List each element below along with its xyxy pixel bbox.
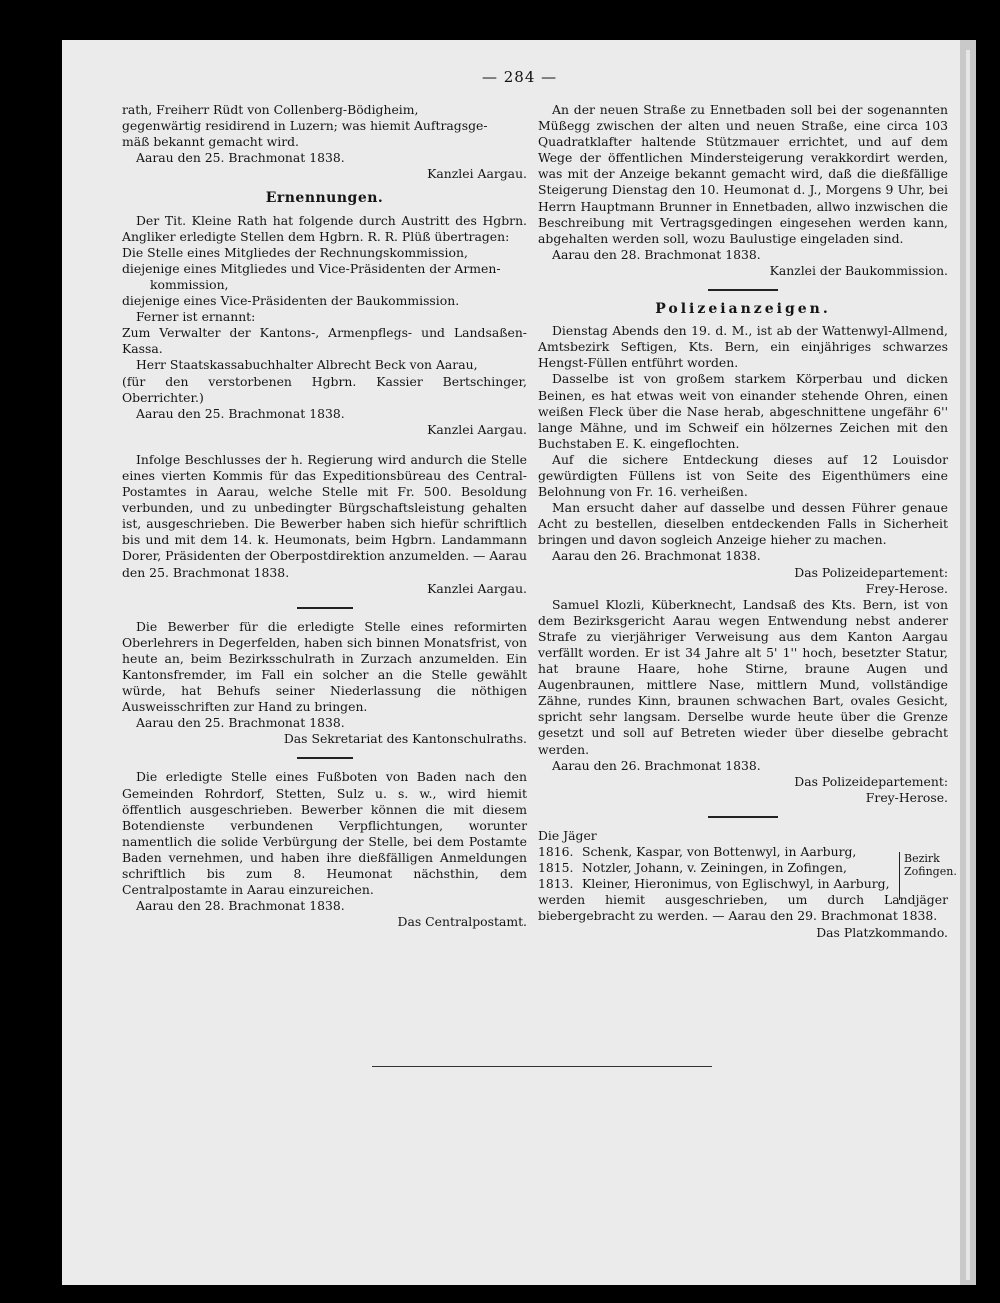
oberlehrer-signature: Das Sekretariat des Kantonschulraths. bbox=[283, 731, 527, 747]
kommis-signature: Kanzlei Aargau. bbox=[427, 580, 527, 596]
jaeger-year: 1816. bbox=[538, 844, 574, 860]
list-item bbox=[538, 844, 898, 860]
klozli-signature-2: Frey-Herose. bbox=[865, 789, 948, 805]
jaeger-year: 1815. bbox=[538, 860, 574, 876]
intro-line-1: rath, Freiherr Rüdt von Collenberg-Bödigheim, bbox=[122, 102, 419, 117]
list-item bbox=[538, 860, 898, 876]
list-item bbox=[538, 876, 898, 892]
ernennungen-ferner: Ferner ist ernannt: bbox=[136, 309, 256, 325]
fuellen-para-2: Dasselbe ist von großem starkem Körperbau und dicken Beinen, es hat etwas weit von einander stehende Ohren, einen weißen Fleck über die Nase herab, abgeschnittene ungefähr 6'' lange Mähne, und im Schweif ein hölzernes Zeichen mit den Buchstaben E. K. eingeflochten. bbox=[538, 371, 948, 451]
divider-rule bbox=[297, 757, 353, 759]
fuellen-date: Aarau den 26. Brachmonat 1838. bbox=[552, 548, 761, 564]
ernennungen-para: Der Tit. Kleine Rath hat folgende durch Austritt des Hgbrn. Angliker erledigte Stellen dem Hgbrn. R. R. Plüß übertragen: bbox=[122, 212, 527, 244]
right-column bbox=[538, 102, 957, 941]
fussbote-signature: Das Centralpostamt. bbox=[397, 914, 527, 930]
intro-signature: Kanzlei Aargau. bbox=[427, 166, 527, 182]
district-bracket-note: Bezirk Zofingen. bbox=[899, 852, 948, 900]
divider-rule bbox=[708, 289, 778, 291]
bau-date: Aarau den 28. Brachmonat 1838. bbox=[552, 246, 761, 262]
jaeger-name: Notzler, Johann, v. Zeiningen, in Zofingen, bbox=[582, 860, 847, 876]
ernennungen-item-5: Herr Staatskassabuchhalter Albrecht Beck von Aarau, bbox=[136, 357, 478, 373]
ernennungen-item-2b: kommission, bbox=[150, 276, 229, 292]
divider-rule bbox=[297, 607, 353, 609]
jaeger-notice bbox=[538, 827, 957, 892]
fuellen-para-3: Auf die sichere Entdeckung dieses auf 12 Louisdor gewürdigten Füllens ist von Seite des Eigenthümers eine Belohnung von Fr. 16. verheißen. bbox=[538, 451, 948, 500]
ernennungen-date: Aarau den 25. Brachmonat 1838. bbox=[136, 405, 345, 421]
oberlehrer-date: Aarau den 25. Brachmonat 1838. bbox=[136, 715, 345, 731]
left-column bbox=[122, 102, 527, 930]
intro-line-2: gegenwärtig residirend in Luzern; was hiemit Auftragsge- bbox=[122, 118, 488, 134]
polizei-heading: Polizeianzeigen. bbox=[655, 301, 831, 318]
fuellen-signature-2: Frey-Herose. bbox=[865, 580, 948, 596]
ernennungen-signature: Kanzlei Aargau. bbox=[427, 421, 527, 437]
jaeger-intro: Die Jäger bbox=[538, 827, 597, 843]
bau-signature: Kanzlei der Baukommission. bbox=[769, 262, 948, 278]
ernennungen-item-3: diejenige eines Vice-Präsidenten der Baukommission. bbox=[122, 293, 460, 309]
fussbote-para: Die erledigte Stelle eines Fußboten von Baden nach den Gemeinden Rohrdorf, Stetten, Sulz u. s. w., wird hiemit öffentlich ausgeschrieben. Bewerber können die mit diesem Botendienste verbundenen Verpflichtungen, worunter namentlich die solide Verbürgung der Stelle, bei dem Postamte Baden vernehmen, und haben ihre dießfälligen Anmeldungen schriftlich bis zum 8. Heumonat nächsthin, dem Centralpostamte in Aarau einzureichen. bbox=[122, 769, 527, 898]
fussbote-date: Aarau den 28. Brachmonat 1838. bbox=[136, 898, 345, 914]
newspaper-page bbox=[62, 40, 960, 1285]
fuellen-signature-1: Das Polizeidepartement: bbox=[794, 564, 948, 580]
fuellen-para-4: Man ersucht daher auf dasselbe und dessen Führer genaue Acht zu bestellen, dieselben entdeckenden Falls in Sicherheit bringen und davon sogleich Anzeige hieher zu machen. bbox=[538, 500, 948, 548]
page-edge-highlight bbox=[966, 50, 970, 1280]
intro-line-3: mäß bekannt gemacht wird. bbox=[122, 134, 299, 150]
klozli-date: Aarau den 26. Brachmonat 1838. bbox=[552, 757, 761, 773]
ernennungen-item-6: (für den verstorbenen Hgbrn. Kassier Bertschinger, Oberrichter.) bbox=[122, 373, 527, 405]
kommis-para: Infolge Beschlusses der h. Regierung wird andurch die Stelle eines vierten Kommis für das Expeditionsbüreau des Central-Postamtes in Aarau, welche Stelle mit Fr. 500. Besoldung verbunden, und zu unbedingter Bürgschaftsleistung gehalten ist, ausgeschrieben. Die Bewerber haben sich hiefür schriftlich bis und mit dem 14. k. Heumonats, beim Hgbrn. Landammann Dorer, Präsidenten der Oberpostdirektion anzumelden. — Aarau den 25. Brachmonat 1838. bbox=[122, 451, 527, 580]
jaeger-para: werden hiemit ausgeschrieben, um durch Landjäger biebergebracht zu werden. — Aarau den 29. Brachmonat 1838. bbox=[538, 892, 948, 924]
intro-date: Aarau den 25. Brachmonat 1838. bbox=[136, 150, 345, 166]
ernennungen-item-4: Zum Verwalter der Kantons-, Armenpflegs- und Landsaßen-Kassa. bbox=[122, 325, 527, 357]
klozli-para: Samuel Klozli, Küberknecht, Landsaß des Kts. Bern, ist von dem Bezirksgericht Aarau wegen Entwendung nebst anderer Strafe zu vierjähriger Verweisung aus dem Kanton Aargau verfällt worden. Er ist 34 Jahre alt 5' 1'' hoch, besetzter Statur, hat braune Haare, hohe Stirne, braune Augen und Augenbraunen, mittlere Nase, mittlern Mund, vollständige Zähne, rundes Kinn, braunen schwachen Bart, ovales Gesicht, spricht sehr langsam. Derselbe wurde heute über die Grenze gesetzt und soll auf Betreten wieder über dieselbe gebracht werden. bbox=[538, 596, 948, 757]
divider-rule bbox=[708, 816, 778, 818]
jaeger-signature: Das Platzkommando. bbox=[816, 924, 948, 940]
jaeger-year: 1813. bbox=[538, 876, 574, 892]
bau-para: An der neuen Straße zu Ennetbaden soll bei der sogenannten Müßegg zwischen der alten und neuen Straße, eine circa 103 Quadratklafter haltende Stützmauer errichtet, und auf dem Wege der öffentlichen Mindersteigerung verakkordirt werden, was mit der Anzeige bekannt gemacht wird, daß die dießfällige Steigerung Dienstag den 10. Heumonat d. J., Morgens 9 Uhr, bei Herrn Hauptmann Brunner in Ennetbaden, allwo inzwischen die Beschreibung mit Vertragsgedingen eingesehen werden kann, abgehalten werden soll, wozu Baulustige eingeladen sind. bbox=[538, 102, 948, 246]
klozli-signature-1: Das Polizeidepartement: bbox=[794, 773, 948, 789]
ernennungen-item-2: diejenige eines Mitgliedes und Vice-Präsidenten der Armen- bbox=[122, 260, 501, 276]
fuellen-para-1: Dienstag Abends den 19. d. M., ist ab der Wattenwyl-Allmend, Amtsbezirk Seftigen, Kts. Bern, ein einjähriges schwarzes Hengst-Füllen entführt worden. bbox=[538, 323, 948, 371]
ernennungen-item-1: Die Stelle eines Mitgliedes der Rechnungskommission, bbox=[122, 244, 468, 260]
jaeger-name: Schenk, Kaspar, von Bottenwyl, in Aarburg, bbox=[582, 844, 857, 860]
bottom-divider bbox=[372, 1066, 712, 1067]
page-number: — 284 — bbox=[482, 68, 558, 86]
ernennungen-heading: Ernennungen. bbox=[265, 190, 384, 207]
jaeger-name: Kleiner, Hieronimus, von Eglischwyl, in Aarburg, bbox=[582, 876, 890, 892]
oberlehrer-para: Die Bewerber für die erledigte Stelle eines reformirten Oberlehrers in Degerfelden, haben sich binnen Monatsfrist, von heute an, beim Bezirksschulrath in Zurzach anzumelden. Ein Kantonsfremder, im Fall ein solcher an die Stelle gewählt würde, hat Behufs seiner Niederlassung die nöthigen Ausweisschriften zur Hand zu bringen. bbox=[122, 618, 527, 715]
